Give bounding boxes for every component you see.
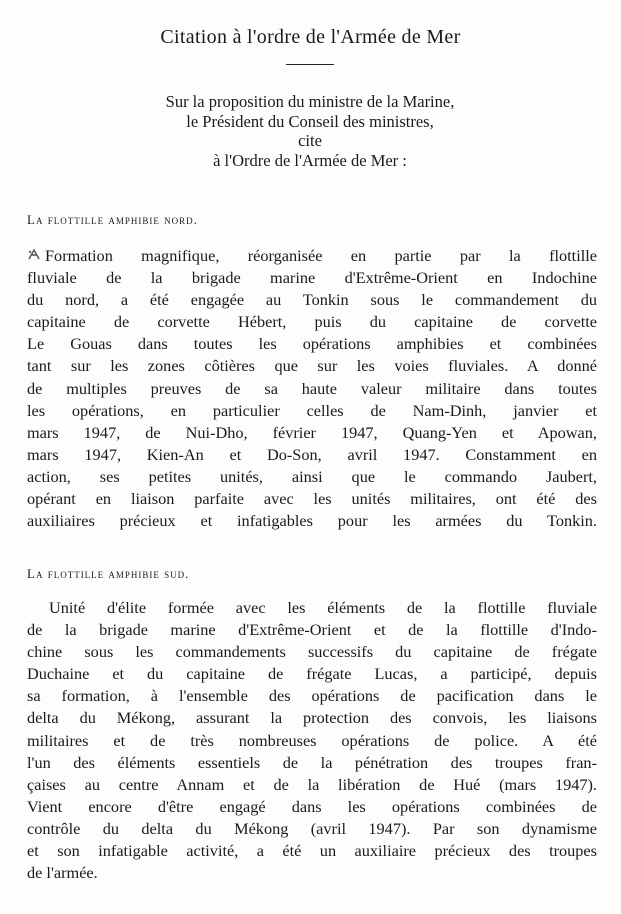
section-heading-sud: La flottille amphibie sud. bbox=[27, 566, 190, 581]
preamble-line: à l'Ordre de l'Armée de Mer : bbox=[213, 150, 407, 170]
body-line: Le Gouas dans toutes les opérations amphibies et combinées bbox=[27, 334, 597, 354]
preamble-line: cite bbox=[298, 131, 322, 150]
body-line: les opérations, en particulier celles de Nam-Dinh, janvier et bbox=[27, 400, 597, 420]
body-line: Vient encore d'être engagé dans les opérations combinées de bbox=[27, 796, 597, 816]
body-line: de l'armée. bbox=[27, 863, 98, 883]
section-body-nord bbox=[27, 245, 597, 532]
ink-mark-icon bbox=[27, 248, 41, 262]
body-line: chine sous les commandements successifs du capitaine de frégate bbox=[27, 642, 597, 662]
body-line: fluviale de la brigade marine d'Extrême-Orient en Indochine bbox=[27, 268, 597, 288]
body-line: et son infatigable activité, a été un auxiliaire précieux des troupes bbox=[27, 841, 597, 861]
body-line: de multiples preuves de sa haute valeur militaire dans toutes bbox=[27, 378, 597, 398]
body-line: l'un des éléments essentiels de la pénétration des troupes fran- bbox=[27, 752, 597, 772]
body-line: capitaine de corvette Hébert, puis du capitaine de corvette bbox=[27, 312, 597, 332]
body-line: Unité d'élite formée avec les éléments de la flottille fluviale bbox=[49, 598, 597, 617]
preamble bbox=[60, 92, 560, 170]
title-divider bbox=[286, 64, 334, 65]
body-line: auxiliaires précieux et infatigables pour les armées du Tonkin. bbox=[27, 511, 597, 531]
preamble-line: Sur la proposition du ministre de la Marine, bbox=[165, 92, 455, 111]
body-line: contrôle du delta du Mékong (avril 1947). Par son dynamisme bbox=[27, 818, 597, 838]
body-line: sa formation, à l'ensemble des opérations de pacification dans le bbox=[27, 686, 597, 706]
body-line: action, ses petites unités, ainsi que le commando Jaubert, bbox=[27, 466, 597, 486]
body-line: du nord, a été engagée au Tonkin sous le commandement du bbox=[27, 290, 597, 310]
section-heading-nord: La flottille amphibie nord. bbox=[27, 212, 198, 227]
body-line: militaires et de très nombreuses opérations de police. A été bbox=[27, 730, 597, 750]
body-line: delta du Mékong, assurant la protection des convois, les liaisons bbox=[27, 708, 597, 728]
section-body-sud bbox=[27, 597, 597, 884]
body-line: mars 1947, de Nui-Dho, février 1947, Quang-Yen et Apowan, bbox=[27, 422, 597, 442]
body-line: çaises au centre Annam et de la libération de Hué (mars 1947). bbox=[27, 774, 597, 794]
body-line: Formation magnifique, réorganisée en partie par la flottille bbox=[27, 245, 597, 267]
page-title: Citation à l'ordre de l'Armée de Mer bbox=[160, 26, 461, 48]
body-line: tant sur les zones côtières que sur les voies fluviales. A donné bbox=[27, 356, 597, 376]
body-line: de la brigade marine d'Extrême-Orient et de la flottille d'Indo- bbox=[27, 620, 597, 640]
body-line: mars 1947, Kien-An et Do-Son, avril 1947. Constamment en bbox=[27, 444, 597, 464]
body-line: Duchaine et du capitaine de frégate Lucas, a participé, depuis bbox=[27, 664, 597, 684]
body-line: opérant en liaison parfaite avec les unités militaires, ont été des bbox=[27, 489, 597, 509]
preamble-line: le Président du Conseil des ministres, bbox=[186, 111, 434, 131]
